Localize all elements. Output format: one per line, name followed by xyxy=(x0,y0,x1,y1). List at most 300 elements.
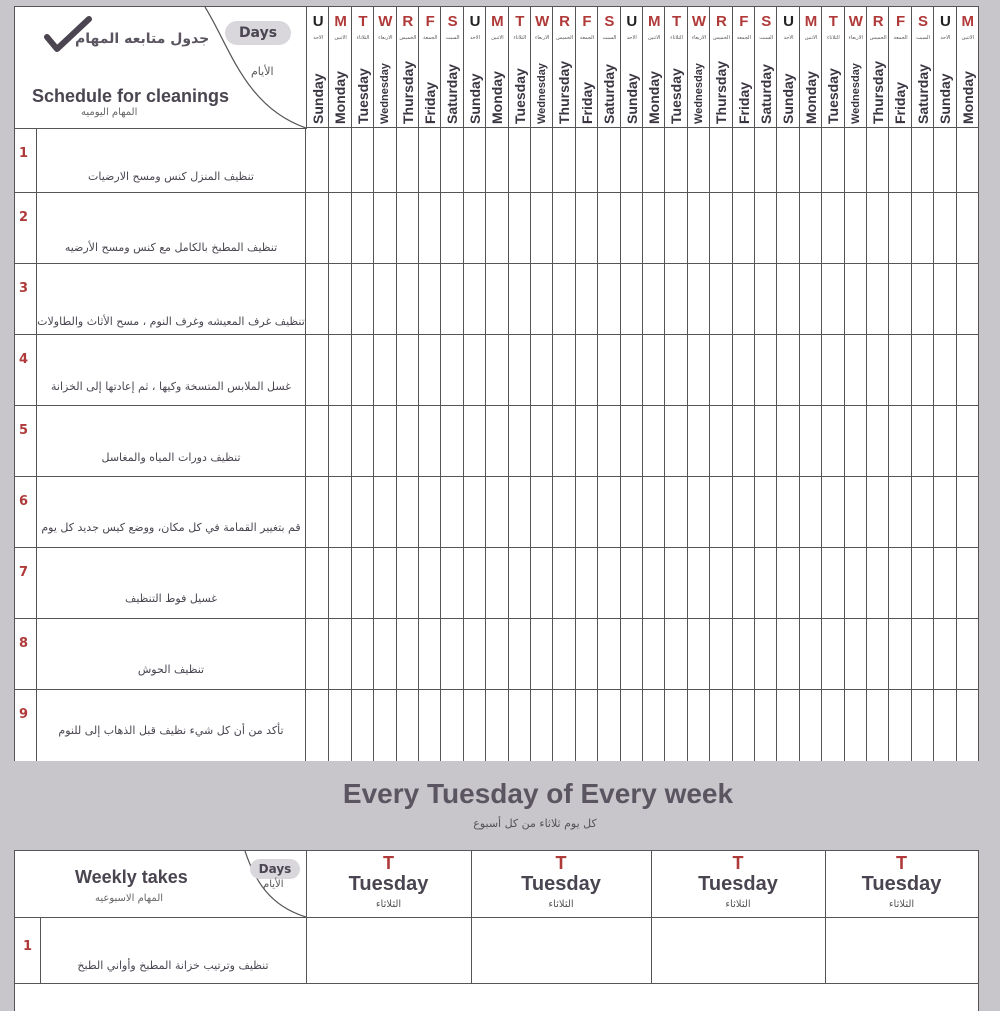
checkbox-cell-divider xyxy=(687,618,688,689)
checkbox-cell-divider xyxy=(530,405,531,476)
day-arabic-label: السبت xyxy=(602,35,617,41)
task-description: تنظيف المنزل كنس ومسح الارضيات xyxy=(88,170,254,183)
checkbox-cell-divider xyxy=(351,263,352,334)
day-arabic-label: الأحد xyxy=(783,35,794,41)
day-name: Friday xyxy=(422,81,438,124)
checkbox-cell-divider xyxy=(911,476,912,547)
checkbox-cell-divider xyxy=(732,689,733,761)
day-column xyxy=(866,7,889,128)
task-column-divider xyxy=(305,618,306,689)
checkbox-cell-divider xyxy=(709,476,710,547)
task-column-divider xyxy=(305,128,306,192)
checkbox-cell-divider xyxy=(956,192,957,263)
checkbox-cell-divider xyxy=(351,405,352,476)
day-arabic-label: الخميس xyxy=(712,35,730,41)
checkbox-cell-divider xyxy=(508,128,509,192)
checkbox-cell-divider xyxy=(956,263,957,334)
checkbox-cell-divider xyxy=(485,128,486,192)
checkbox-cell-divider xyxy=(597,476,598,547)
day-column xyxy=(396,7,419,128)
day-column xyxy=(776,7,799,128)
day-name: Friday xyxy=(578,81,595,124)
checkbox-cell-divider xyxy=(776,476,777,547)
checkbox-cell-divider xyxy=(664,476,665,547)
checkbox-cell-divider xyxy=(530,476,531,547)
day-name: Monday xyxy=(489,71,506,124)
checkbox-cell-divider xyxy=(620,547,621,618)
weekly-day-ar: الثلاثاء xyxy=(725,899,751,910)
checkbox-cell-divider xyxy=(754,618,755,689)
checkbox-cell-divider xyxy=(799,192,800,263)
checkbox-cell-divider xyxy=(530,128,531,192)
checkbox-cell-divider xyxy=(888,128,889,192)
checkbox-cell-divider xyxy=(328,334,329,405)
day-name: Wednesday xyxy=(379,63,392,124)
day-column xyxy=(328,7,351,128)
checkbox-cell-divider xyxy=(373,476,374,547)
checkbox-cell-divider xyxy=(440,192,441,263)
day-column xyxy=(799,7,822,128)
checkbox-cell-divider xyxy=(888,263,889,334)
checkbox-cell-divider xyxy=(620,476,621,547)
checkbox-cell-divider xyxy=(575,547,576,618)
weekly-day-ar: الثلاثاء xyxy=(888,899,915,910)
day-column xyxy=(732,7,755,128)
checkbox-cell-divider xyxy=(754,547,755,618)
day-column xyxy=(351,7,374,128)
day-letter: M xyxy=(804,13,818,30)
checkbox-cell-divider xyxy=(620,689,621,761)
day-name: Saturday xyxy=(758,64,774,124)
checkbox-cell-divider xyxy=(328,192,329,263)
checkbox-cell-divider xyxy=(373,405,374,476)
checkbox-cell-divider xyxy=(351,192,352,263)
checkbox-cell-divider xyxy=(732,618,733,689)
checkbox-cell-divider xyxy=(911,547,912,618)
day-columns-header xyxy=(306,7,978,128)
weekly-day-column xyxy=(825,851,979,918)
checkbox-cell-divider xyxy=(776,128,777,192)
checkbox-cell-divider xyxy=(418,476,419,547)
day-column xyxy=(687,7,710,128)
day-column xyxy=(440,7,463,128)
day-arabic-label: الثلاثاء xyxy=(356,35,370,41)
checkbox-cell-divider xyxy=(597,689,598,761)
day-name: Tuesday xyxy=(354,68,371,124)
weekly-day-column xyxy=(651,851,826,918)
checkbox-cell-divider xyxy=(552,263,553,334)
checkbox-cell-divider xyxy=(396,334,397,405)
checkbox-cell-divider xyxy=(351,128,352,192)
checkbox-cell-divider xyxy=(328,618,329,689)
day-letter: U xyxy=(469,13,481,30)
weekly-day-letter: T xyxy=(896,853,907,873)
day-arabic-label: الأحد xyxy=(940,35,951,41)
weekly-day-ar: الثلاثاء xyxy=(375,899,402,910)
checkbox-cell-divider xyxy=(485,334,486,405)
checkbox-cell-divider xyxy=(844,192,845,263)
checkbox-cell-divider xyxy=(978,192,979,263)
checkbox-cell-divider xyxy=(485,263,486,334)
checkbox-cell-divider xyxy=(844,405,845,476)
checkbox-cell-divider xyxy=(418,405,419,476)
day-arabic-label: الأربعاء xyxy=(535,35,550,41)
checkbox-cell-divider xyxy=(530,547,531,618)
checkbox-cell-divider xyxy=(821,618,822,689)
checkbox-cell-divider xyxy=(754,689,755,761)
checkbox-cell-divider xyxy=(485,618,486,689)
checkbox-cell-divider xyxy=(799,405,800,476)
checkbox-cell-divider xyxy=(732,405,733,476)
day-arabic-label: الأحد xyxy=(470,35,480,41)
checkbox-cell-divider xyxy=(799,476,800,547)
checkbox-cell-divider xyxy=(709,334,710,405)
checkbox-cell-divider xyxy=(933,547,934,618)
checkbox-cell-divider xyxy=(799,334,800,405)
checkbox-cell-divider xyxy=(440,128,441,192)
checkbox-cell-divider xyxy=(373,334,374,405)
checkbox-cell-divider xyxy=(530,192,531,263)
weekly-title: Weekly takes xyxy=(75,867,188,887)
checkbox-cell-divider xyxy=(597,263,598,334)
task-description: قم بتغيير القمامة في كل مكان، ووضع كيس جديد كل يوم xyxy=(41,521,301,534)
checkbox-cell-divider xyxy=(418,263,419,334)
checkbox-cell-divider xyxy=(978,405,979,476)
checkbox-cell-divider xyxy=(597,334,598,405)
checkbox-cell-divider xyxy=(642,128,643,192)
day-letter: M xyxy=(334,13,347,30)
day-letter: M xyxy=(491,13,504,30)
task-number: 7 xyxy=(19,565,29,580)
day-arabic-label: السبت xyxy=(759,35,774,41)
day-letter: W xyxy=(848,13,863,30)
checkbox-cell-divider xyxy=(754,405,755,476)
checkbox-cell-divider xyxy=(328,547,329,618)
checkbox-cell-divider xyxy=(351,618,352,689)
checkbox-cell-divider xyxy=(978,689,979,761)
checkbox-cell-divider xyxy=(664,192,665,263)
weekly-banner-subtitle: كل يوم ثلاثاء من كل أسبوع xyxy=(473,817,597,830)
day-letter: W xyxy=(535,13,550,30)
checkbox-cell-divider xyxy=(709,689,710,761)
checkbox-cell-divider xyxy=(463,263,464,334)
checkbox-cell-divider xyxy=(597,192,598,263)
checkbox-cell-divider xyxy=(396,263,397,334)
day-arabic-label: الأربعاء xyxy=(378,35,393,41)
task-column-divider xyxy=(305,405,306,476)
checkbox-cell-divider xyxy=(933,405,934,476)
checkbox-cell-divider xyxy=(732,476,733,547)
checkbox-cell-divider xyxy=(687,128,688,192)
day-column xyxy=(597,7,620,128)
checkbox-cell-divider xyxy=(776,334,777,405)
checkbox-cell-divider xyxy=(575,689,576,761)
checkbox-cell-divider xyxy=(418,689,419,761)
checkbox-cell-divider xyxy=(418,547,419,618)
task-number: 6 xyxy=(19,494,29,509)
day-letter: M xyxy=(647,13,661,30)
checkbox-cell-divider xyxy=(687,405,688,476)
task-row xyxy=(15,192,978,264)
day-letter: F xyxy=(582,13,592,30)
day-letter: S xyxy=(604,13,615,30)
checkbox-cell-divider xyxy=(978,263,979,334)
day-name: Saturday xyxy=(601,64,618,124)
checkbox-cell-divider xyxy=(866,476,867,547)
checkbox-cell-divider xyxy=(373,128,374,192)
task-row xyxy=(15,128,978,193)
checkbox-cell-divider xyxy=(754,334,755,405)
day-letter: M xyxy=(961,13,975,30)
day-name: Sunday xyxy=(310,73,326,124)
weekly-header xyxy=(15,851,307,918)
day-column xyxy=(844,7,867,128)
day-column xyxy=(664,7,687,128)
checkbox-cell-divider xyxy=(844,618,845,689)
day-arabic-label: الخميس xyxy=(556,35,574,41)
checkbox-cell-divider xyxy=(508,405,509,476)
day-letter: S xyxy=(447,13,458,30)
checkbox-cell-divider xyxy=(485,405,486,476)
day-arabic-label: الاثنين xyxy=(491,35,504,41)
checkbox-cell-divider xyxy=(373,192,374,263)
checkbox-cell-divider xyxy=(396,476,397,547)
day-column xyxy=(709,7,732,128)
weekly-days-label-arabic: الأيام xyxy=(263,879,284,890)
day-column xyxy=(754,7,777,128)
day-arabic-label: الثلاثاء xyxy=(513,35,527,41)
task-description: غسل الملابس المتسخة وكيها ، ثم إعادتها إلى الخزانة xyxy=(51,380,291,393)
checkbox-cell-divider xyxy=(463,128,464,192)
checkbox-cell-divider xyxy=(597,128,598,192)
weekly-day-name: Tuesday xyxy=(698,873,778,895)
day-arabic-label: الأحد xyxy=(313,35,324,41)
task-row xyxy=(15,476,978,548)
checkbox-cell-divider xyxy=(866,547,867,618)
task-column-divider xyxy=(305,192,306,263)
day-name: Monday xyxy=(959,71,976,124)
checkbox-cell-divider xyxy=(463,547,464,618)
checkbox-cell-divider xyxy=(821,405,822,476)
checkbox-cell-divider xyxy=(642,263,643,334)
checkbox-cell-divider xyxy=(508,618,509,689)
checkbox-cell-divider xyxy=(709,405,710,476)
checkbox-cell-divider xyxy=(866,192,867,263)
task-number: 2 xyxy=(19,210,29,225)
weekly-cell-divider xyxy=(306,917,307,983)
task-description: تنظيف المطبخ بالكامل مع كنس ومسح الأرضيه xyxy=(64,241,278,254)
day-name: Thursday xyxy=(399,60,416,124)
task-description: تنظيف غرف المعيشه وغرف النوم ، مسح الأثاث والطاولات xyxy=(37,315,305,328)
checkbox-cell-divider xyxy=(956,618,957,689)
checkbox-cell-divider xyxy=(732,192,733,263)
task-number-cell xyxy=(15,334,37,405)
task-column-divider xyxy=(305,689,306,761)
checkbox-cell-divider xyxy=(799,128,800,192)
checkbox-cell-divider xyxy=(844,334,845,405)
checkbox-cell-divider xyxy=(575,192,576,263)
checkbox-cell-divider xyxy=(664,689,665,761)
checkbox-cell-divider xyxy=(933,263,934,334)
checkbox-cell-divider xyxy=(911,689,912,761)
checkbox-cell-divider xyxy=(530,263,531,334)
day-name: Tuesday xyxy=(668,68,685,124)
day-name: Thursday xyxy=(556,60,573,124)
checkbox-cell-divider xyxy=(799,689,800,761)
checkbox-cell-divider xyxy=(328,476,329,547)
checkbox-cell-divider xyxy=(418,334,419,405)
checkbox-cell-divider xyxy=(844,547,845,618)
day-name: Thursday xyxy=(870,60,886,124)
task-row xyxy=(15,334,978,406)
checkbox-cell-divider xyxy=(440,263,441,334)
checkbox-cell-divider xyxy=(709,263,710,334)
checkbox-cell-divider xyxy=(373,547,374,618)
day-letter: U xyxy=(626,13,638,30)
weekly-day-name: Tuesday xyxy=(521,873,601,895)
checkbox-cell-divider xyxy=(642,192,643,263)
checkbox-cell-divider xyxy=(978,476,979,547)
day-letter: S xyxy=(761,13,772,30)
day-column xyxy=(821,7,844,128)
checkbox-cell-divider xyxy=(328,405,329,476)
checkbox-cell-divider xyxy=(440,476,441,547)
day-name: Saturday xyxy=(914,64,931,124)
checkbox-cell-divider xyxy=(463,192,464,263)
checkbox-cell-divider xyxy=(799,547,800,618)
checkbox-cell-divider xyxy=(888,192,889,263)
checkbox-cell-divider xyxy=(776,405,777,476)
weekly-days-label: Days xyxy=(250,859,300,879)
checkbox-cell-divider xyxy=(888,405,889,476)
checkbox-cell-divider xyxy=(664,128,665,192)
checkbox-cell-divider xyxy=(664,263,665,334)
day-name: Friday xyxy=(735,81,752,124)
checkbox-cell-divider xyxy=(911,192,912,263)
checkbox-cell-divider xyxy=(463,405,464,476)
checkbox-cell-divider xyxy=(844,689,845,761)
checkbox-cell-divider xyxy=(530,618,531,689)
checkbox-cell-divider xyxy=(440,547,441,618)
checkbox-cell-divider xyxy=(709,618,710,689)
checkbox-cell-divider xyxy=(956,405,957,476)
checkbox-cell-divider xyxy=(978,547,979,618)
day-name: Tuesday xyxy=(511,68,528,124)
checkbox-cell-divider xyxy=(440,618,441,689)
weekly-day-letter: T xyxy=(383,853,394,873)
weekly-task-number: 1 xyxy=(23,939,33,954)
checkbox-cell-divider xyxy=(508,192,509,263)
day-letter: S xyxy=(917,13,928,30)
day-name: Monday xyxy=(802,71,819,124)
day-column xyxy=(530,7,553,128)
checkbox-cell-divider xyxy=(351,547,352,618)
day-column xyxy=(418,7,441,128)
weekly-task-description: تنظيف وترتيب خزانة المطبخ وأواني الطبخ xyxy=(77,959,269,972)
checkbox-cell-divider xyxy=(687,263,688,334)
day-name: Wednesday xyxy=(849,63,862,124)
checkbox-cell-divider xyxy=(373,689,374,761)
day-name: Sunday xyxy=(780,73,797,124)
task-number-cell xyxy=(15,689,37,761)
checkbox-cell-divider xyxy=(866,405,867,476)
checkbox-cell-divider xyxy=(575,476,576,547)
day-letter: T xyxy=(672,13,682,30)
day-letter: W xyxy=(691,13,707,30)
checkbox-cell-divider xyxy=(351,476,352,547)
checkbox-cell-divider xyxy=(888,547,889,618)
day-letter: T xyxy=(358,13,368,30)
weekly-day-letter: T xyxy=(555,853,567,873)
task-description: تنظيف الحوش xyxy=(137,663,205,676)
checkbox-cell-divider xyxy=(866,334,867,405)
checkbox-cell-divider xyxy=(978,128,979,192)
task-number-cell xyxy=(15,263,37,334)
checkbox-cell-divider xyxy=(463,476,464,547)
day-name: Sunday xyxy=(466,73,483,124)
checkbox-cell-divider xyxy=(552,192,553,263)
checkbox-cell-divider xyxy=(709,192,710,263)
checkbox-cell-divider xyxy=(776,689,777,761)
checkbox-cell-divider xyxy=(351,689,352,761)
checkbox-cell-divider xyxy=(440,334,441,405)
day-column xyxy=(911,7,934,128)
task-number: 9 xyxy=(19,707,29,722)
day-letter: F xyxy=(425,13,435,30)
checkbox-cell-divider xyxy=(911,128,912,192)
day-column xyxy=(552,7,575,128)
checkbox-cell-divider xyxy=(821,476,822,547)
day-column xyxy=(575,7,598,128)
checkbox-cell-divider xyxy=(956,689,957,761)
checkbox-cell-divider xyxy=(821,128,822,192)
weekly-task-number-cell xyxy=(15,917,41,983)
checkbox-cell-divider xyxy=(642,618,643,689)
checkbox-cell-divider xyxy=(575,618,576,689)
weekly-task-row xyxy=(15,917,978,984)
checkbox-cell-divider xyxy=(552,547,553,618)
day-letter: R xyxy=(715,13,727,30)
day-arabic-label: الاثنين xyxy=(334,35,347,41)
checkbox-cell-divider xyxy=(978,618,979,689)
weekly-banner-title: Every Tuesday of Every week xyxy=(342,778,734,809)
task-number: 3 xyxy=(19,281,29,296)
task-row xyxy=(15,263,978,335)
day-arabic-label: الجمعة xyxy=(893,35,908,41)
day-column xyxy=(306,7,329,128)
checkbox-cell-divider xyxy=(732,263,733,334)
follow-up-title: جدول متابعه المهام xyxy=(75,31,210,47)
checkbox-cell-divider xyxy=(597,547,598,618)
day-column xyxy=(463,7,486,128)
day-arabic-label: الاثنين xyxy=(961,35,975,41)
weekly-cell-divider xyxy=(825,917,826,983)
checkbox-cell-divider xyxy=(888,476,889,547)
checkbox-cell-divider xyxy=(575,334,576,405)
checkbox-cell-divider xyxy=(418,192,419,263)
checkbox-cell-divider xyxy=(687,334,688,405)
weekly-day-column xyxy=(471,851,652,918)
day-arabic-label: السبت xyxy=(916,35,930,41)
checkbox-cell-divider xyxy=(933,128,934,192)
checkbox-cell-divider xyxy=(351,334,352,405)
checkbox-cell-divider xyxy=(373,618,374,689)
daily-header xyxy=(15,7,307,129)
day-letter: U xyxy=(939,13,951,30)
checkbox-cell-divider xyxy=(396,689,397,761)
checkbox-cell-divider xyxy=(328,689,329,761)
task-row xyxy=(15,405,978,477)
